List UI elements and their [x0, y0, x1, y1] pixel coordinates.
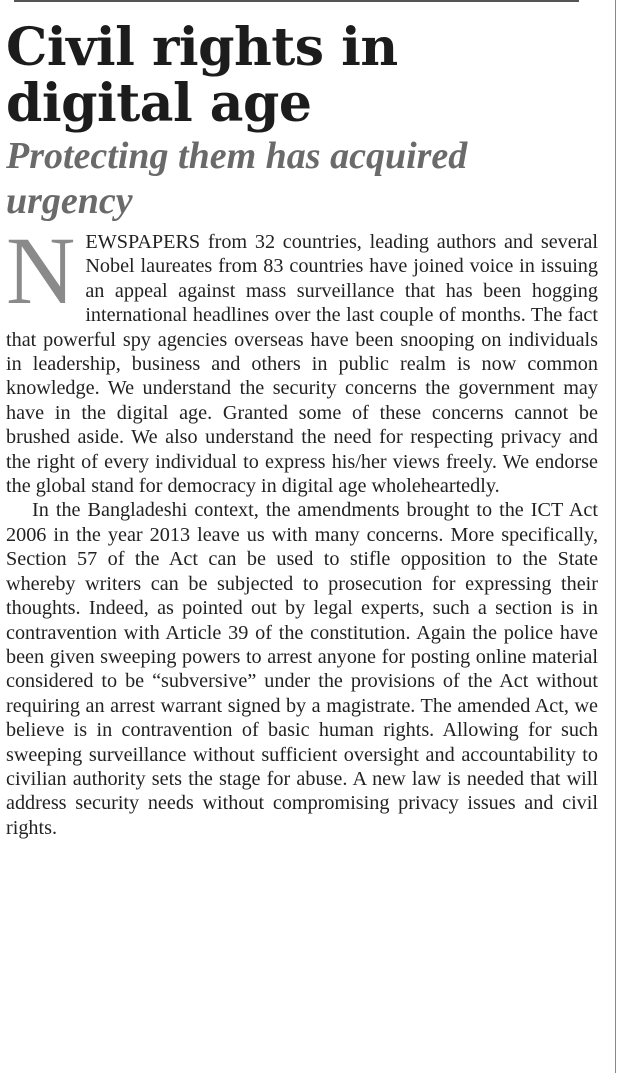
- column-rule: [615, 0, 616, 1073]
- paragraph-2: In the Bangladeshi context, the amendments brought to the ICT Act 2006 in the year 2013 leave us with many concerns. More specifically, Section 57 of the Act can be used to stifle opposition to the State whereby writers can be subjected to prosecution for expressing their thoughts. Indeed, as pointed out by legal experts, such a section is in contravention with Article 39 of the constitution. Again the police have been given sweeping powers to arrest anyone for posting online material considered to be “subversive” under the provisions of the Act without requiring an arrest warrant signed by a magistrate. The amended Act, we believe is in contravention of basic human rights. Allowing for such sweeping surveillance without sufficient oversight and accountability to civilian authority sets the stage for abuse. A new law is needed that will address security needs without compromising privacy issues and civil rights.: [6, 499, 598, 839]
- drop-cap: N: [6, 217, 76, 324]
- editorial-article: [6, 17, 598, 840]
- headline: Civil rights in digital age: [6, 17, 398, 134]
- subheadline: Protecting them has acquired urgency: [6, 135, 468, 222]
- paragraph-1: [6, 217, 598, 498]
- paragraph-1-text: EWSPAPERS from 32 countries, leading authors and several Nobel laureates from 83 countries have joined voice in issuing an appeal against mass surveillance that has been hogging international headlines over the last couple of months. The fact that powerful spy agencies overseas have been snooping on individuals in leadership, business and others in public realm is now common knowledge. We understand the security concerns the government may have in the digital age. Granted some of these concerns cannot be brushed aside. We also understand the need for respecting privacy and the right of every individual to express his/her views freely. We endorse the global stand for democracy in digital age wholeheartedly.: [6, 231, 598, 498]
- article-body: [6, 217, 598, 840]
- top-rule: [14, 0, 579, 2]
